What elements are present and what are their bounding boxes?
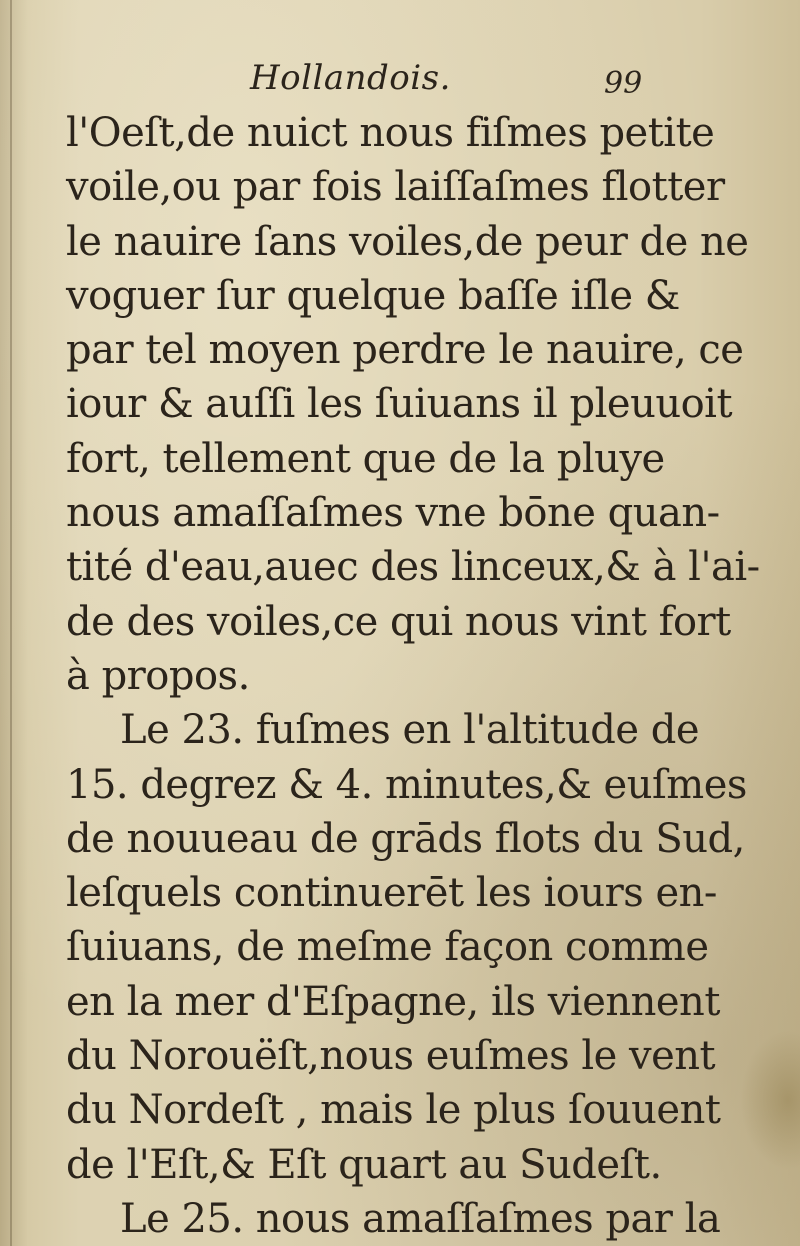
page-number: 99 xyxy=(604,66,643,101)
text-line: voile,ou par fois laiſſaſmes flotter xyxy=(66,164,725,211)
page-gutter xyxy=(10,0,12,1246)
text-line: le nauire ſans voiles,de peur de ne xyxy=(66,218,749,265)
text-line: voguer ſur quelque baſſe iſle & xyxy=(66,272,680,319)
text-line: 15. degrez & 4. minutes,& euſmes xyxy=(66,761,747,808)
paper-stain xyxy=(740,1030,800,1170)
text-line: en la mer d'Eſpagne, ils viennent xyxy=(66,978,720,1025)
text-line: du Nordeſt , mais le plus ſouuent xyxy=(66,1087,721,1134)
text-line: Le 25. nous amaſſaſmes par la xyxy=(120,1195,721,1242)
text-line: à propos. xyxy=(66,652,250,699)
text-line: nous amaſſaſmes vne bōne quan- xyxy=(66,490,720,537)
text-line: du Norouëſt,nous euſmes le vent xyxy=(66,1033,716,1080)
text-line: l'Oeſt,de nuict nous fiſmes petite xyxy=(66,110,715,156)
text-line: iour & auſſi les ſuiuans il pleuuoit xyxy=(66,381,733,428)
text-line: de des voiles,ce qui nous vint fort xyxy=(66,598,731,645)
text-line: fort, tellement que de la pluye xyxy=(66,435,665,482)
text-line: de l'Eſt,& Eſt quart au Sudeſt. xyxy=(66,1141,662,1188)
running-title: Hollandois. xyxy=(250,58,451,98)
text-line: Le 23. fuſmes en l'altitude de xyxy=(120,707,700,754)
text-line: leſquels continuerēt les iours en- xyxy=(66,870,717,917)
body-text xyxy=(66,106,760,1246)
text-line: par tel moyen perdre le nauire, ce xyxy=(66,327,744,374)
text-line: de nouueau de grāds flots du Sud, xyxy=(66,815,745,862)
text-line: tité d'eau,auec des linceux,& à l'ai- xyxy=(66,544,760,591)
text-line: ſuiuans, de meſme façon comme xyxy=(66,924,709,971)
page-header xyxy=(0,58,800,108)
